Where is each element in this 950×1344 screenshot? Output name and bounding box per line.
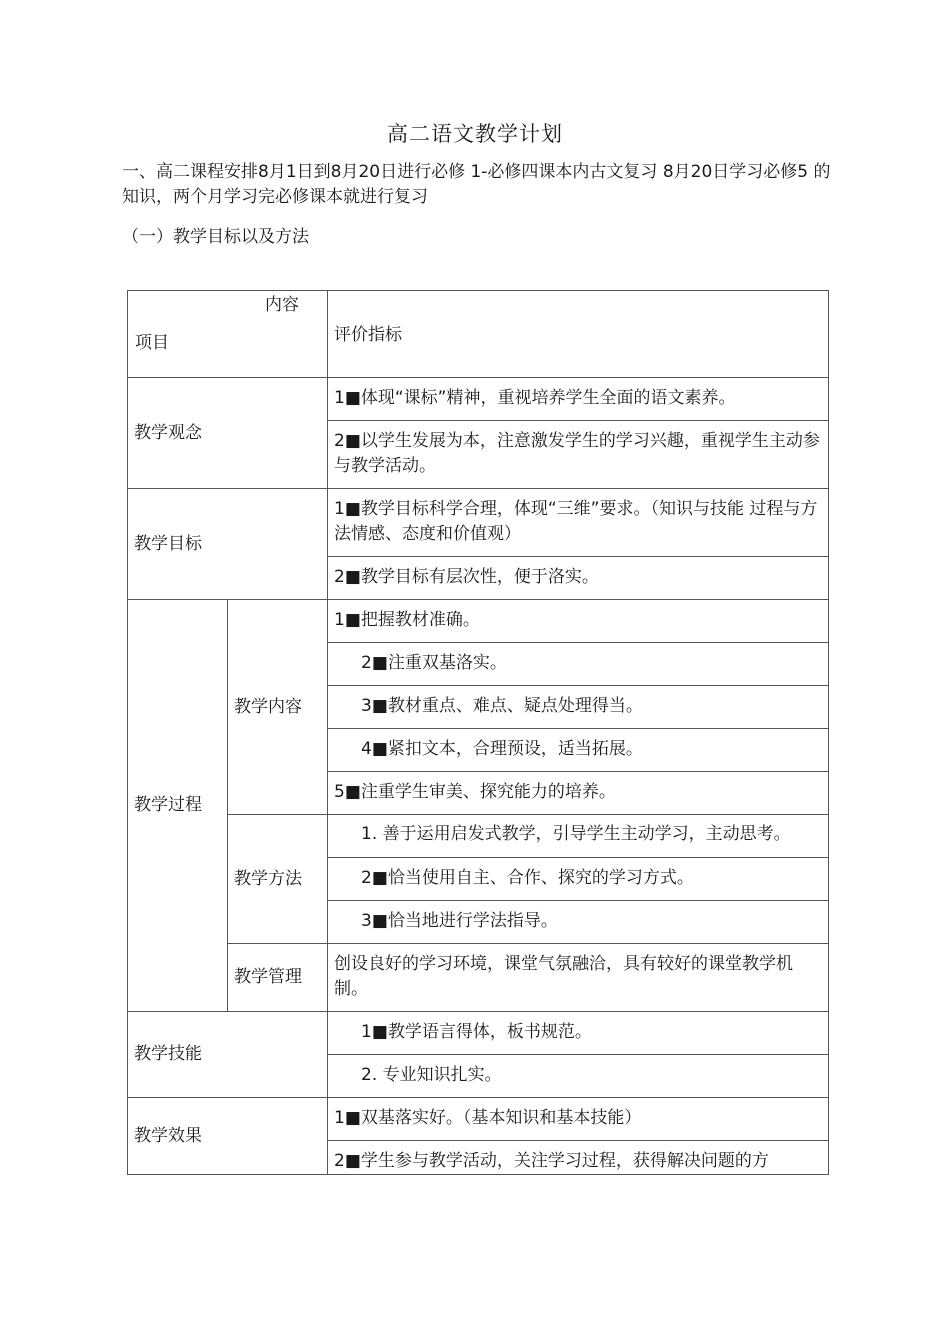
item-teaching-skill: 教学技能 (128, 1012, 328, 1098)
header-diagonal-cell (128, 291, 328, 378)
criterion-cell: 1■教学语言得体，板书规范。 (328, 1012, 829, 1055)
header-content-label: 内容 (265, 295, 299, 315)
intro-paragraph: 一、高二课程安排8月1日到8月20日进行必修 1-必修四课本内古文复习 8月20日学习必修5 的知识，两个月学习完必修课本就进行复习 (122, 162, 831, 207)
criterion-cell: 1■把握教材准确。 (328, 600, 829, 643)
criterion-cell: 2■恰当使用自主、合作、探究的学习方式。 (328, 858, 829, 901)
table-row (128, 944, 829, 1012)
evaluation-table (127, 290, 829, 1175)
table-row (128, 815, 829, 858)
table-row (128, 1012, 829, 1055)
criterion-cell: 4■紧扣文本，合理预设，适当拓展。 (328, 729, 829, 772)
criterion-cell: 3■教材重点、难点、疑点处理得当。 (328, 686, 829, 729)
item-teaching-process: 教学过程 (128, 600, 228, 1012)
subitem-teaching-management: 教学管理 (228, 944, 328, 1012)
criterion-cell: 5■注重学生审美、探究能力的培养。 (328, 772, 829, 815)
table-row (128, 1098, 829, 1141)
item-teaching-concept: 教学观念 (128, 378, 328, 489)
criterion-cell: 创设良好的学习环境，课堂气氛融洽，具有较好的课堂教学机制。 (328, 944, 829, 1012)
criterion-cell: 1■体现“课标”精神，重视培养学生全面的语文素养。 (328, 378, 829, 421)
header-criteria-label: 评价指标 (328, 291, 829, 378)
criterion-cell: 2■学生参与教学活动，关注学习过程，获得解决问题的方 (328, 1141, 829, 1175)
header-row (128, 291, 829, 378)
criterion-cell: 2■注重双基洛实。 (328, 643, 829, 686)
subitem-teaching-content: 教学内容 (228, 600, 328, 815)
section-heading: （一）教学目标以及方法 (122, 227, 309, 247)
criterion-cell: 1. 善于运用启发式教学，引导学生主动学习，主动思考。 (328, 815, 829, 858)
criterion-cell: 3■恰当地进行学法指导。 (328, 901, 829, 944)
table-row (128, 489, 829, 557)
table-row (128, 600, 829, 643)
criterion-cell: 2■以学生发展为本，注意激发学生的学习兴趣，重视学生主动参与教学活动。 (328, 421, 829, 489)
subitem-teaching-method: 教学方法 (228, 815, 328, 944)
table-row (128, 378, 829, 421)
criterion-cell: 1■双基落实好。（基本知识和基本技能） (328, 1098, 829, 1141)
header-item-label: 项目 (135, 333, 169, 353)
criterion-cell: 2■教学目标有层次性，便于洛实。 (328, 557, 829, 600)
doc-title: 高二语文教学计划 (387, 122, 563, 146)
item-teaching-effect: 教学效果 (128, 1098, 328, 1175)
criterion-cell: 1■教学目标科学合理，体现“三维”要求。（知识与技能 过程与方法情感、态度和价值观） (328, 489, 829, 557)
item-teaching-goal: 教学目标 (128, 489, 328, 600)
criterion-cell: 2. 专业知识扎实。 (328, 1055, 829, 1098)
